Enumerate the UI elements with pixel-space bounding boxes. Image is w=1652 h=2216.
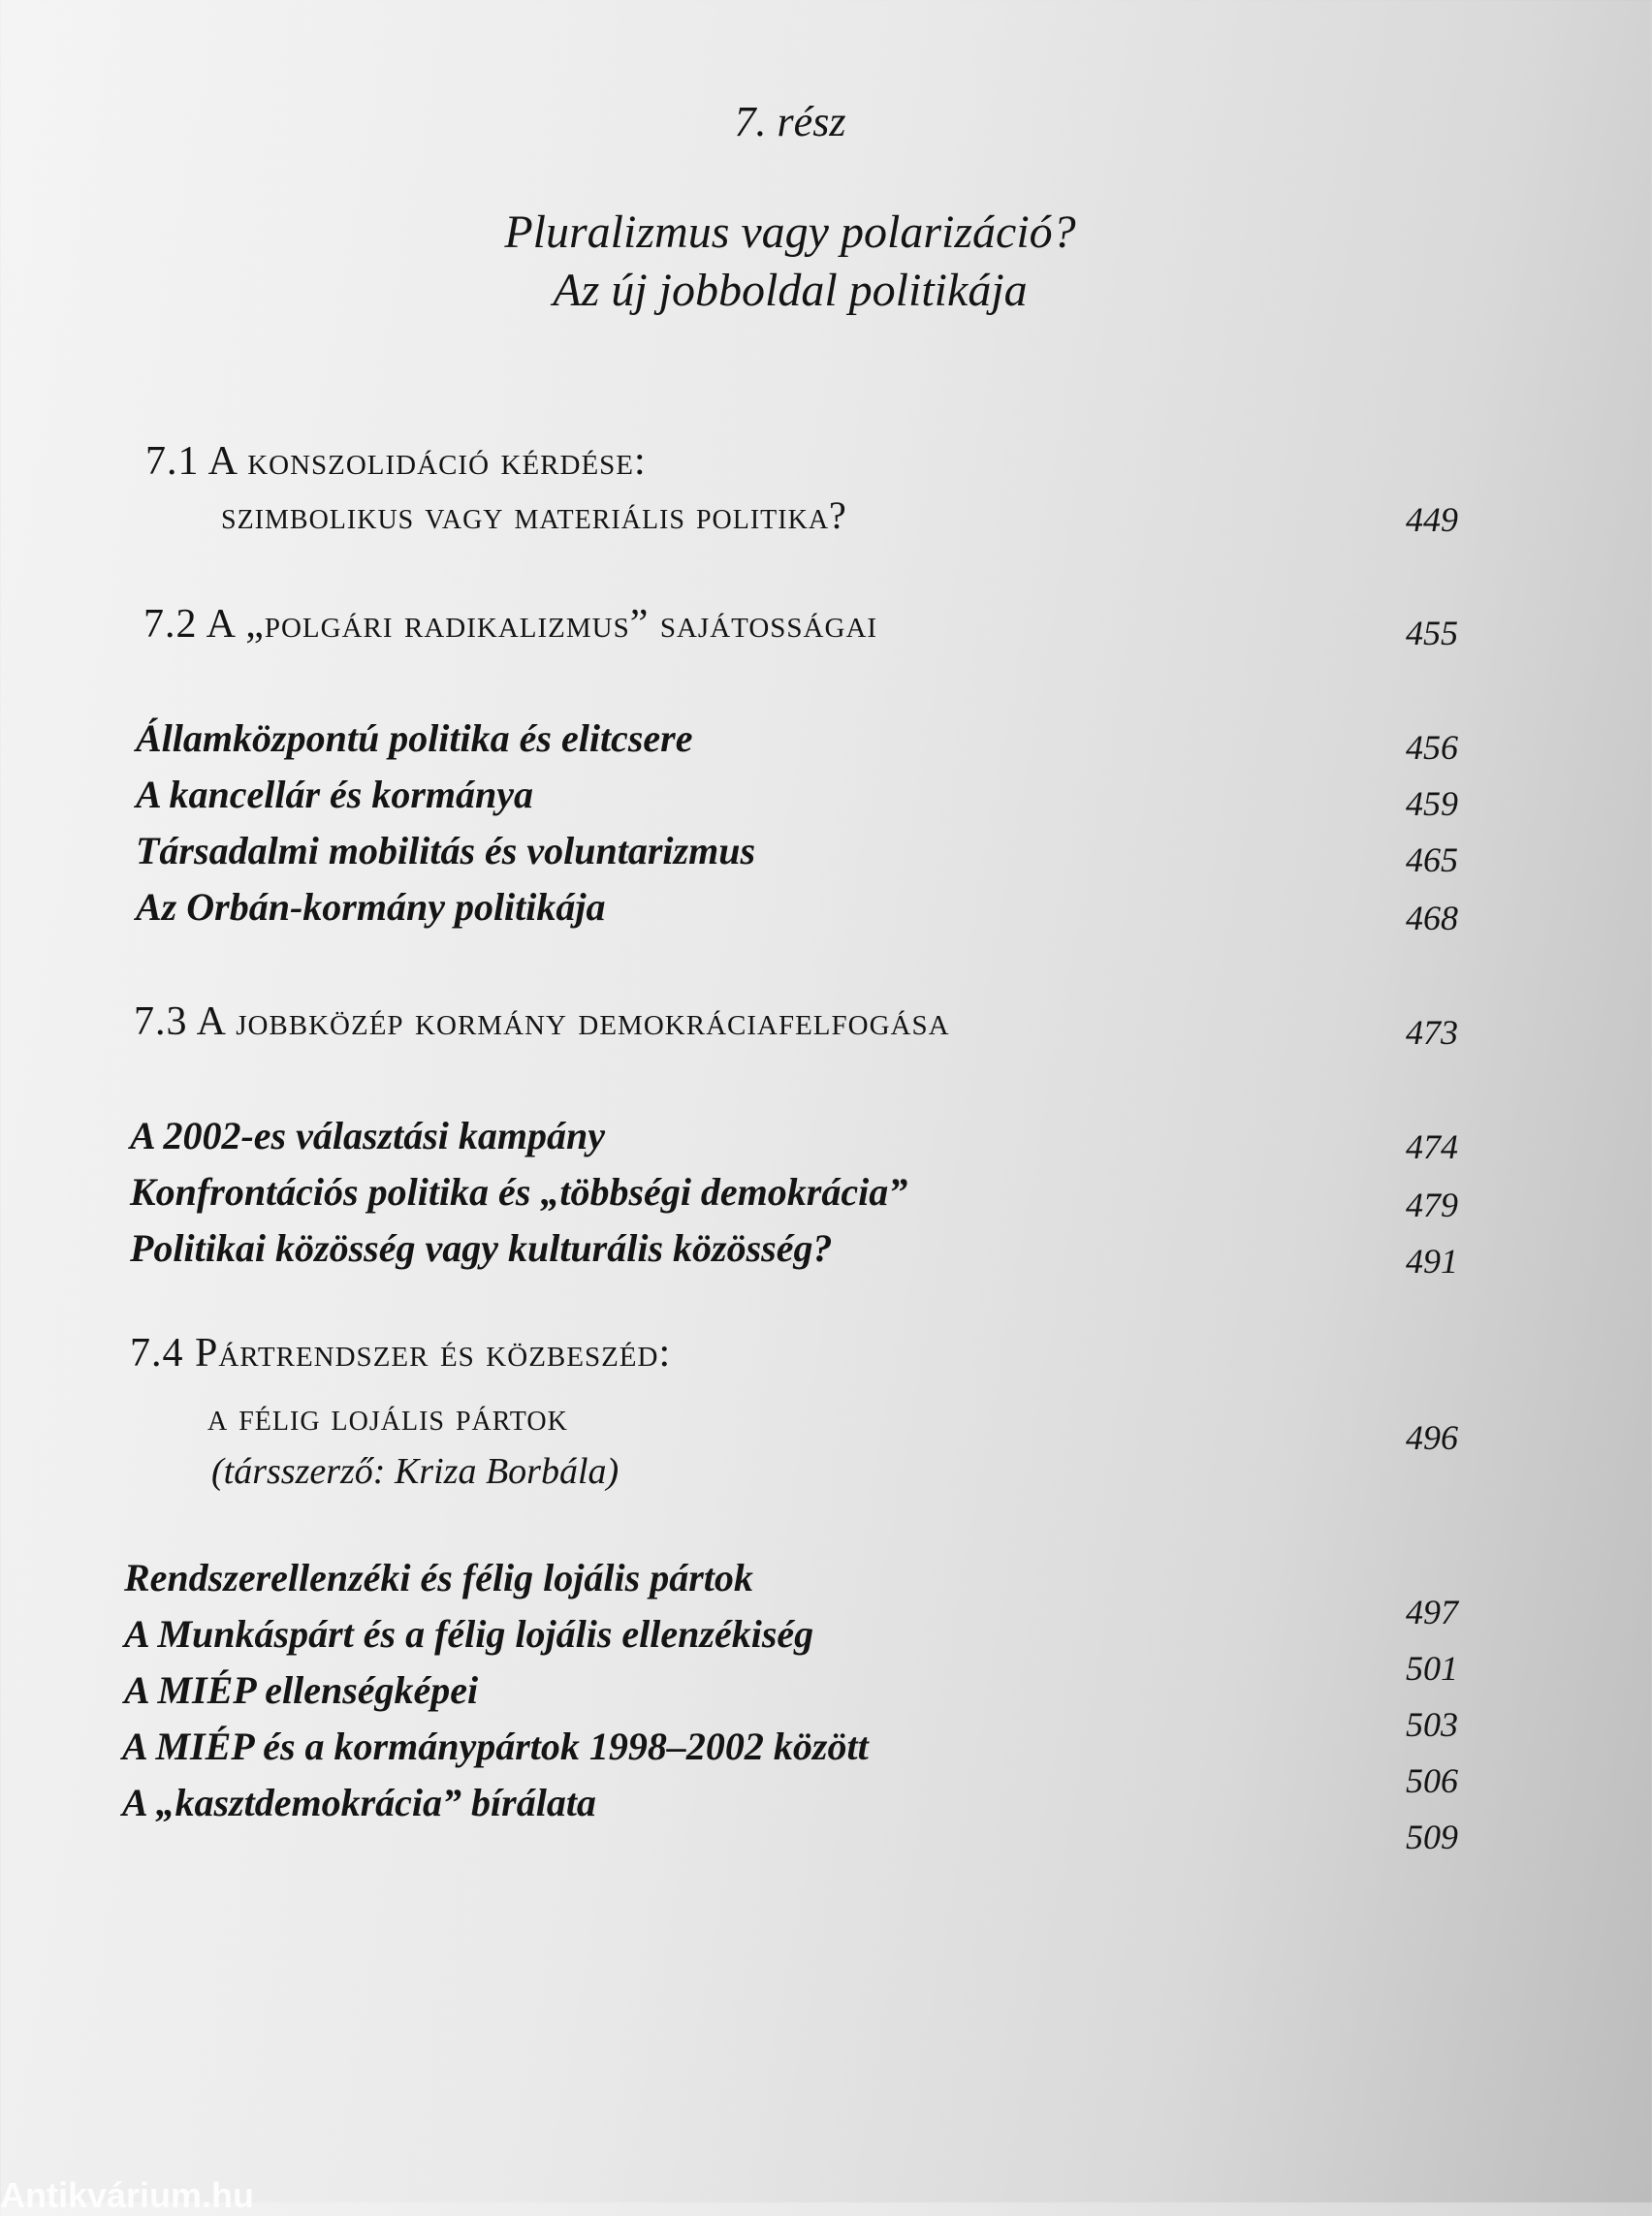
toc-entry-page: 497: [1406, 1593, 1458, 1631]
part-title-line1: Pluralizmus vagy polarizáció?: [504, 206, 1076, 258]
toc-entry: Az Orbán-kormány politikája: [136, 885, 606, 929]
toc-entry: A 2002-es választási kampány: [130, 1114, 606, 1157]
toc-entry: Politikai közösség vagy kulturális közösség?: [130, 1226, 833, 1270]
toc-entry: A MIÉP ellenségképei: [124, 1668, 479, 1712]
section-7-2-heading: 7.2 A „polgári radikalizmus” sajátosságai: [143, 602, 878, 647]
toc-entry-page: 465: [1406, 840, 1458, 879]
section-7-4-heading: 7.4 Pártrendszer és közbeszéd:: [130, 1331, 672, 1376]
part-title-line2: Az új jobboldal politikája: [553, 265, 1028, 316]
section-7-4-coauthor: (társszerző: Kriza Borbála): [211, 1451, 620, 1492]
section-7-3-heading: 7.3 A jobbközép kormány demokráciafelfogása: [134, 999, 950, 1044]
toc-entry: Társadalmi mobilitás és voluntarizmus: [136, 829, 756, 872]
toc-entry: Rendszerellenzéki és félig lojális pártok: [124, 1556, 753, 1599]
toc-entry-page: 468: [1406, 899, 1458, 937]
toc-entry: A „kasztdemokrácia” bírálata: [122, 1781, 596, 1824]
toc-entry-page: 491: [1406, 1242, 1458, 1281]
watermark: Antikvárium.hu: [0, 2175, 255, 2215]
toc-entry-page: 501: [1406, 1649, 1458, 1688]
part-label: 7. rész: [734, 98, 846, 145]
toc-entry: Államközpontú politika és elitcsere: [136, 716, 693, 760]
section-7-1-page: 449: [1406, 500, 1458, 539]
toc-entry: A kancellár és kormánya: [136, 773, 534, 816]
toc-entry-page: 503: [1406, 1705, 1458, 1744]
section-7-1-heading: 7.1 A konszolidáció kérdése:: [145, 439, 647, 484]
toc-entry: A Munkáspárt és a félig lojális ellenzékiség: [124, 1612, 814, 1656]
section-7-3-page: 473: [1406, 1013, 1458, 1052]
section-7-1-subheading: szimbolikus vagy materiális politika?: [221, 493, 847, 537]
section-7-2-page: 455: [1406, 614, 1458, 652]
toc-entry-page: 459: [1406, 784, 1458, 823]
section-7-4-page: 496: [1406, 1418, 1458, 1457]
toc-entry-page: 509: [1406, 1818, 1458, 1856]
toc-entry: A MIÉP és a kormánypártok 1998–2002 között: [122, 1725, 869, 1768]
toc-entry-page: 506: [1406, 1761, 1458, 1800]
toc-entry-page: 456: [1406, 728, 1458, 767]
toc-entry: Konfrontációs politika és „többségi demokrácia”: [130, 1170, 908, 1214]
toc-entry-page: 479: [1406, 1186, 1458, 1224]
toc-entry-page: 474: [1406, 1127, 1458, 1166]
section-7-4-subheading: a félig lojális pártok: [207, 1395, 568, 1439]
